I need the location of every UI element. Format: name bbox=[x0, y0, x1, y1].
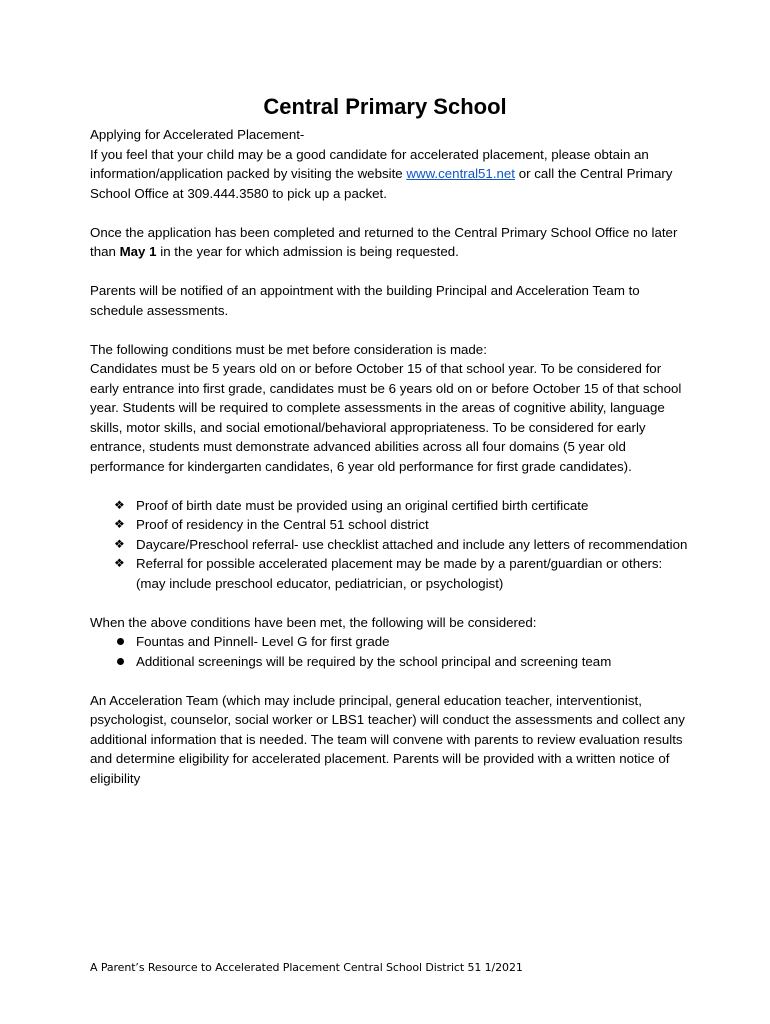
deadline-text-post: in the year for which admission is being requested. bbox=[156, 244, 459, 259]
list-item: ❖ Referral for possible accelerated placement may be made by a parent/guardian or others: (may include preschool educator, pediatrician, or psychologist) bbox=[114, 556, 663, 591]
diamond-bullet-icon: ❖ bbox=[114, 536, 125, 551]
dot-bullet-icon bbox=[117, 658, 124, 665]
considerations-list bbox=[90, 632, 690, 671]
conditions-heading: The following conditions must be met before consideration is made: bbox=[90, 341, 487, 357]
list-item: ❖ Proof of residency in the Central 51 school district bbox=[90, 515, 690, 535]
deadline-date: May 1 bbox=[119, 244, 157, 259]
website-link[interactable]: www.central51.net bbox=[406, 166, 516, 181]
acceleration-team-paragraph: An Acceleration Team (which may include principal, general education teacher, interventionist, psychologist, counselor, social worker or LBS1 teacher) will conduct the assessments and collect any additional information that is needed. The team will convene with parents to review evaluation results and determine eligibility for accelerated placement. Parents will be provided with a written notice of eligibility bbox=[90, 692, 685, 786]
document-body bbox=[90, 125, 690, 788]
page-footer: A Parent’s Resource to Accelerated Placement Central School District 51 1/2021 bbox=[90, 961, 523, 974]
deadline-text-pre: Once the application has been completed and returned to the Central Primary School Office no later than bbox=[90, 224, 678, 259]
notification-paragraph: Parents will be notified of an appointment with the building Principal and Acceleration Team to schedule assessments. bbox=[90, 283, 640, 318]
dot-bullet-icon bbox=[117, 638, 124, 645]
diamond-bullet-icon: ❖ bbox=[114, 517, 125, 531]
list-item: Fountas and Pinnell- Level G for first grade bbox=[90, 632, 690, 652]
diamond-bullet-icon: ❖ bbox=[114, 556, 125, 570]
intro-paragraph bbox=[90, 145, 690, 204]
requirements-list bbox=[90, 496, 690, 594]
list-item: ❖ Proof of birth date must be provided using an original certified birth certificate bbox=[90, 496, 690, 516]
deadline-paragraph bbox=[90, 223, 690, 262]
intro-text-pre: If you feel that your child may be a good candidate for accelerated placement, please obtain an information/application packed by visiting the website bbox=[90, 146, 649, 181]
list-item: ❖ Daycare/Preschool referral- use checklist attached and include any letters of recommendation bbox=[90, 535, 690, 555]
list-item: Additional screenings will be required by the school principal and screening team bbox=[90, 652, 690, 672]
intro-text-post: or call the Central Primary School Office at 309.444.3580 to pick up a packet. bbox=[90, 166, 673, 201]
diamond-bullet-icon: ❖ bbox=[114, 497, 125, 512]
page-title: Central Primary School bbox=[263, 94, 507, 119]
considerations-heading: When the above conditions have been met, the following will be considered: bbox=[90, 614, 537, 630]
conditions-paragraph: Candidates must be 5 years old on or before October 15 of that school year. To be considered for early entrance into first grade, candidates must be 6 years old on or before October 15 of that school year. Students will be required to complete assessments in the areas of cognitive ability, language skills, motor skills, and social emotional/behavioral appropriateness. To be considered for early entrance, students must demonstrate advanced abilities across all four domains (5 year old performance for kindergarten candidates, 6 year old performance for first grade candidates). bbox=[90, 361, 682, 474]
section-heading-applying: Applying for Accelerated Placement- bbox=[90, 127, 305, 142]
